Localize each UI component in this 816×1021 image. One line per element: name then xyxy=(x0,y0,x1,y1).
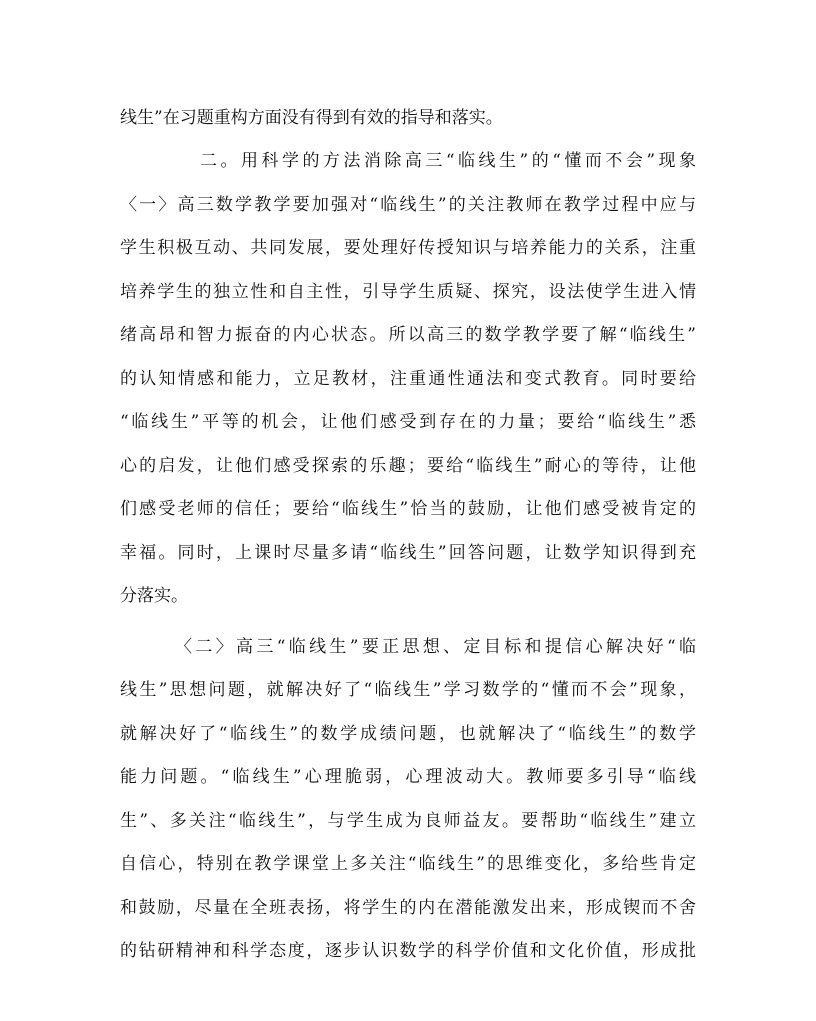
paragraph-line: 的认知情感和能力，立足教材，注重通性通法和变式教育。同时要给 xyxy=(120,369,696,389)
paragraph-line: 幸福。同时，上课时尽量多请“临线生”回答问题，让数学知识得到充 xyxy=(120,543,696,563)
paragraph-line: 线生”思想问题，就解决好了“临线生”学习数学的“懂而不会”现象， xyxy=(120,680,696,700)
section-heading-2: 二。用科学的方法消除高三“临线生”的“懂而不会”现象 xyxy=(200,151,696,171)
text-line-continuation: 线生”在习题重构方面没有得到有效的指导和落实。 xyxy=(120,108,503,128)
paragraph-line: “临线生”平等的机会，让他们感受到存在的力量；要给“临线生”悉 xyxy=(120,412,696,432)
paragraph-line: 的钻研精神和科学态度，逐步认识数学的科学价值和文化价值，形成批 xyxy=(120,941,696,961)
paragraph-line: 学生积极互动、共同发展，要处理好传授知识与培养能力的关系，注重 xyxy=(120,238,696,258)
paragraph-line: 能力问题。“临线生”心理脆弱，心理波动大。教师要多引导“临线 xyxy=(120,767,696,787)
subsection-heading-1: 〈一〉高三数学教学要加强对“临线生”的关注教师在教学过程中应与 xyxy=(120,195,696,215)
paragraph-line: 心的启发，让他们感受探索的乐趣；要给“临线生”耐心的等待，让他 xyxy=(120,456,696,476)
paragraph-line: 绪高昂和智力振奋的内心状态。所以高三的数学教学要了解“临线生” xyxy=(120,325,696,345)
subsection-heading-2: 〈二〉高三“临线生”要正思想、定目标和提信心解决好“临 xyxy=(175,637,696,657)
paragraph-line: 就解决好了“临线生”的数学成绩问题，也就解决了“临线生”的数学 xyxy=(120,724,696,744)
paragraph-line: 生”、多关注“临线生”，与学生成为良师益友。要帮助“临线生”建立 xyxy=(120,811,696,831)
paragraph-line: 自信心，特别在教学课堂上多关注“临线生”的思维变化，多给些肯定 xyxy=(120,854,696,874)
paragraph-line-last: 分落实。 xyxy=(120,586,188,606)
paragraph-line: 和鼓励，尽量在全班表扬，将学生的内在潜能激发出来，形成锲而不舍 xyxy=(120,898,696,918)
paragraph-line: 培养学生的独立性和自主性，引导学生质疑、探究，设法使学生进入情 xyxy=(120,282,696,302)
paragraph-line: 们感受老师的信任；要给“临线生”恰当的鼓励，让他们感受被肯定的 xyxy=(120,499,696,519)
